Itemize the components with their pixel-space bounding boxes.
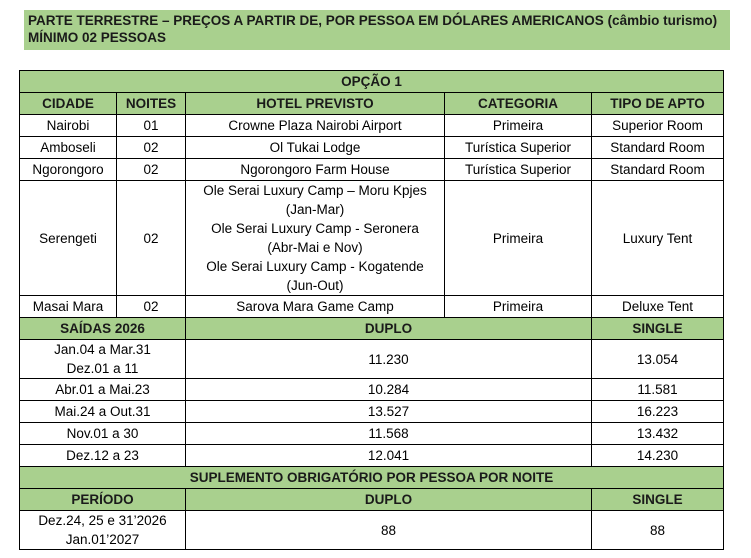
table-row <box>20 445 724 467</box>
category-cell: Primeira <box>445 115 592 137</box>
room-type-cell: Superior Room <box>592 115 724 137</box>
room-type-cell: Standard Room <box>592 159 724 181</box>
city-cell: Ngorongoro <box>20 159 117 181</box>
period-cell <box>20 511 186 550</box>
room-type-cell: Luxury Tent <box>592 181 724 296</box>
option-title: OPÇÃO 1 <box>20 71 724 93</box>
city-cell: Nairobi <box>20 115 117 137</box>
col-header-room-type: TIPO DE APTO <box>592 93 724 115</box>
hotel-cell <box>186 181 445 296</box>
col-header-city: CIDADE <box>20 93 117 115</box>
double-price-cell: 10.284 <box>186 379 592 401</box>
table-row <box>20 511 724 550</box>
room-type-cell: Deluxe Tent <box>592 296 724 318</box>
hotel-cell: Sarova Mara Game Camp <box>186 296 445 318</box>
table-row <box>20 137 724 159</box>
period-line: Jan.01’2027 <box>65 532 140 547</box>
city-cell: Masai Mara <box>20 296 117 318</box>
price-header-banner <box>24 10 730 50</box>
supplement-header-period: PERÍODO <box>20 489 186 511</box>
period-cell: Mai.24 a Out.31 <box>20 401 186 423</box>
hotel-cell: Ol Tukai Lodge <box>186 137 445 159</box>
col-header-hotel: HOTEL PREVISTO <box>186 93 445 115</box>
period-cell: Nov.01 a 30 <box>20 423 186 445</box>
price-header-line1: PARTE TERRESTRE – PREÇOS A PARTIR DE, POR PESSOA EM DÓLARES AMERICANOS (câmbio turismo) <box>28 13 718 28</box>
price-header-line2: MÍNIMO 02 PESSOAS <box>28 30 167 45</box>
table-row <box>20 159 724 181</box>
table-row <box>20 115 724 137</box>
single-price-cell: 16.223 <box>592 401 724 423</box>
nights-cell: 02 <box>117 137 186 159</box>
period-line: Dez.01 a 11 <box>66 361 139 376</box>
nights-cell: 02 <box>117 159 186 181</box>
single-price-cell: 13.432 <box>592 423 724 445</box>
table-row <box>20 340 724 379</box>
col-header-nights: NOITES <box>117 93 186 115</box>
col-header-category: CATEGORIA <box>445 93 592 115</box>
hotel-line: (Jun-Out) <box>286 278 344 293</box>
period-line: Dez.24, 25 e 31’2026 <box>38 513 167 528</box>
city-cell: Amboseli <box>20 137 117 159</box>
period-cell: Abr.01 a Mai.23 <box>20 379 186 401</box>
double-price-cell: 11.568 <box>186 423 592 445</box>
category-cell: Turística Superior <box>445 137 592 159</box>
period-line: Jan.04 a Mar.31 <box>54 342 151 357</box>
single-price-cell: 11.581 <box>592 379 724 401</box>
single-price-cell: 88 <box>592 511 724 550</box>
table-row <box>20 379 724 401</box>
hotel-line: Ole Serai Luxury Camp - Kogatende <box>206 259 424 274</box>
table-row <box>20 296 724 318</box>
departures-header-period: SAÍDAS 2026 <box>20 318 186 340</box>
double-price-cell: 13.527 <box>186 401 592 423</box>
supplement-header-double: DUPLO <box>186 489 592 511</box>
nights-cell: 02 <box>117 296 186 318</box>
supplement-header-single: SINGLE <box>592 489 724 511</box>
hotel-line: (Abr-Mai e Nov) <box>267 240 363 255</box>
table-row <box>20 181 724 296</box>
hotel-line: Ole Serai Luxury Camp - Seronera <box>211 221 419 236</box>
single-price-cell: 14.230 <box>592 445 724 467</box>
price-table <box>19 70 724 550</box>
table-row <box>20 401 724 423</box>
double-price-cell: 12.041 <box>186 445 592 467</box>
double-price-cell: 11.230 <box>186 340 592 379</box>
city-cell: Serengeti <box>20 181 117 296</box>
room-type-cell: Standard Room <box>592 137 724 159</box>
supplement-title: SUPLEMENTO OBRIGATÓRIO POR PESSOA POR NOITE <box>20 467 724 489</box>
departures-header-double: DUPLO <box>186 318 592 340</box>
category-cell: Turística Superior <box>445 159 592 181</box>
category-cell: Primeira <box>445 181 592 296</box>
category-cell: Primeira <box>445 296 592 318</box>
hotel-cell: Ngorongoro Farm House <box>186 159 445 181</box>
double-price-cell: 88 <box>186 511 592 550</box>
nights-cell: 01 <box>117 115 186 137</box>
single-price-cell: 13.054 <box>592 340 724 379</box>
hotel-cell: Crowne Plaza Nairobi Airport <box>186 115 445 137</box>
hotel-line: (Jan-Mar) <box>285 202 345 217</box>
nights-cell: 02 <box>117 181 186 296</box>
table-row <box>20 423 724 445</box>
period-cell: Dez.12 a 23 <box>20 445 186 467</box>
period-cell <box>20 340 186 379</box>
departures-header-single: SINGLE <box>592 318 724 340</box>
hotel-line: Ole Serai Luxury Camp – Moru Kpjes <box>203 183 427 198</box>
